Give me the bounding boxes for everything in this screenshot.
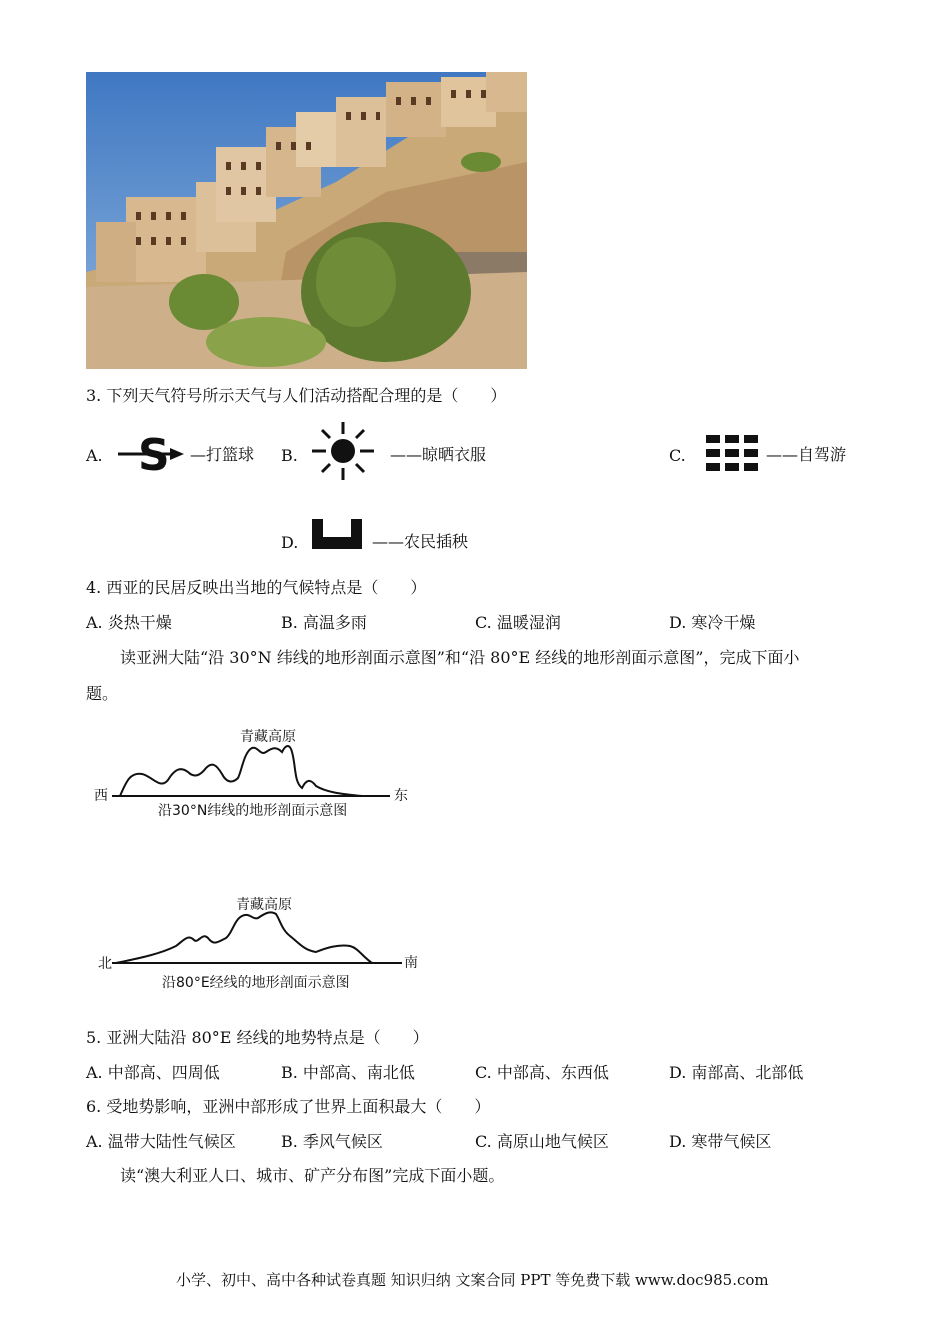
page-footer: 小学、初中、高中各种试卷真题 知识归纳 文案合同 PPT 等免费下载 www.doc985.com: [176, 1271, 769, 1289]
q3-option-a-letter: A.: [86, 446, 103, 465]
q5-option-d: D. 南部高、北部低: [669, 1063, 804, 1082]
q5-option-b: B. 中部高、南北低: [281, 1063, 415, 1082]
snow-cover-icon: [312, 519, 362, 553]
q3-option-c-letter: C.: [669, 446, 686, 465]
question-4-stem: 4. 西亚的民居反映出当地的气候特点是（ ）: [86, 578, 427, 597]
q6-option-d: D. 寒带气候区: [669, 1132, 772, 1151]
profile-80e-peak-label: 青藏高原: [236, 897, 292, 913]
profile-30n-figure: [90, 722, 420, 822]
profile-30n-west-label: 西: [94, 788, 108, 804]
fog-icon: [706, 435, 760, 477]
q5-option-c: C. 中部高、东西低: [475, 1063, 609, 1082]
q3-option-d-text: ——农民插秧: [372, 532, 469, 551]
profile-80e-north-label: 北: [98, 956, 112, 972]
q6-option-c: C. 高原山地气候区: [475, 1132, 609, 1151]
q4-option-a: A. 炎热干燥: [86, 613, 172, 632]
q4-option-c: C. 温暖湿润: [475, 613, 561, 632]
intro-line-1: 读亚洲大陆“沿 30°N 纬线的地形剖面示意图”和“沿 80°E 经线的地形剖面示意图”，完成下面小: [120, 648, 800, 667]
profile-80e-caption: 沿80°E经线的地形剖面示意图: [162, 975, 350, 991]
west-asia-houses-photo: [86, 72, 527, 369]
q3-option-a-text: —打篮球: [190, 445, 255, 464]
q6-option-b: B. 季风气候区: [281, 1132, 383, 1151]
sandstorm-icon: [112, 428, 190, 486]
profile-80e-figure: [90, 890, 430, 990]
q5-option-a: A. 中部高、四周低: [86, 1063, 220, 1082]
q6-option-a: A. 温带大陆性气候区: [86, 1132, 236, 1151]
sunny-icon: [310, 420, 376, 486]
profile-30n-east-label: 东: [394, 788, 408, 804]
profile-80e-south-label: 南: [404, 955, 418, 971]
q4-option-d: D. 寒冷干燥: [669, 613, 756, 632]
question-6-stem: 6. 受地势影响，亚洲中部形成了世界上面积最大（ ）: [86, 1097, 491, 1116]
svg-text:S: S: [138, 430, 170, 481]
intro-line-2: 题。: [86, 684, 119, 703]
question-3-stem: 3. 下列天气符号所示天气与人们活动搭配合理的是（ ）: [86, 386, 507, 405]
q3-option-b-letter: B.: [281, 446, 298, 465]
profile-30n-caption: 沿30°N纬线的地形剖面示意图: [158, 803, 348, 819]
q3-option-c-text: ——自驾游: [766, 445, 847, 464]
intro-australia: 读“澳大利亚人口、城市、矿产分布图”完成下面小题。: [120, 1166, 505, 1185]
question-5-stem: 5. 亚洲大陆沿 80°E 经线的地势特点是（ ）: [86, 1028, 429, 1047]
q4-option-b: B. 高温多雨: [281, 613, 367, 632]
q3-option-d-letter: D.: [281, 533, 299, 552]
profile-30n-peak-label: 青藏高原: [240, 729, 296, 745]
q3-option-b-text: ——晾晒衣服: [390, 445, 487, 464]
